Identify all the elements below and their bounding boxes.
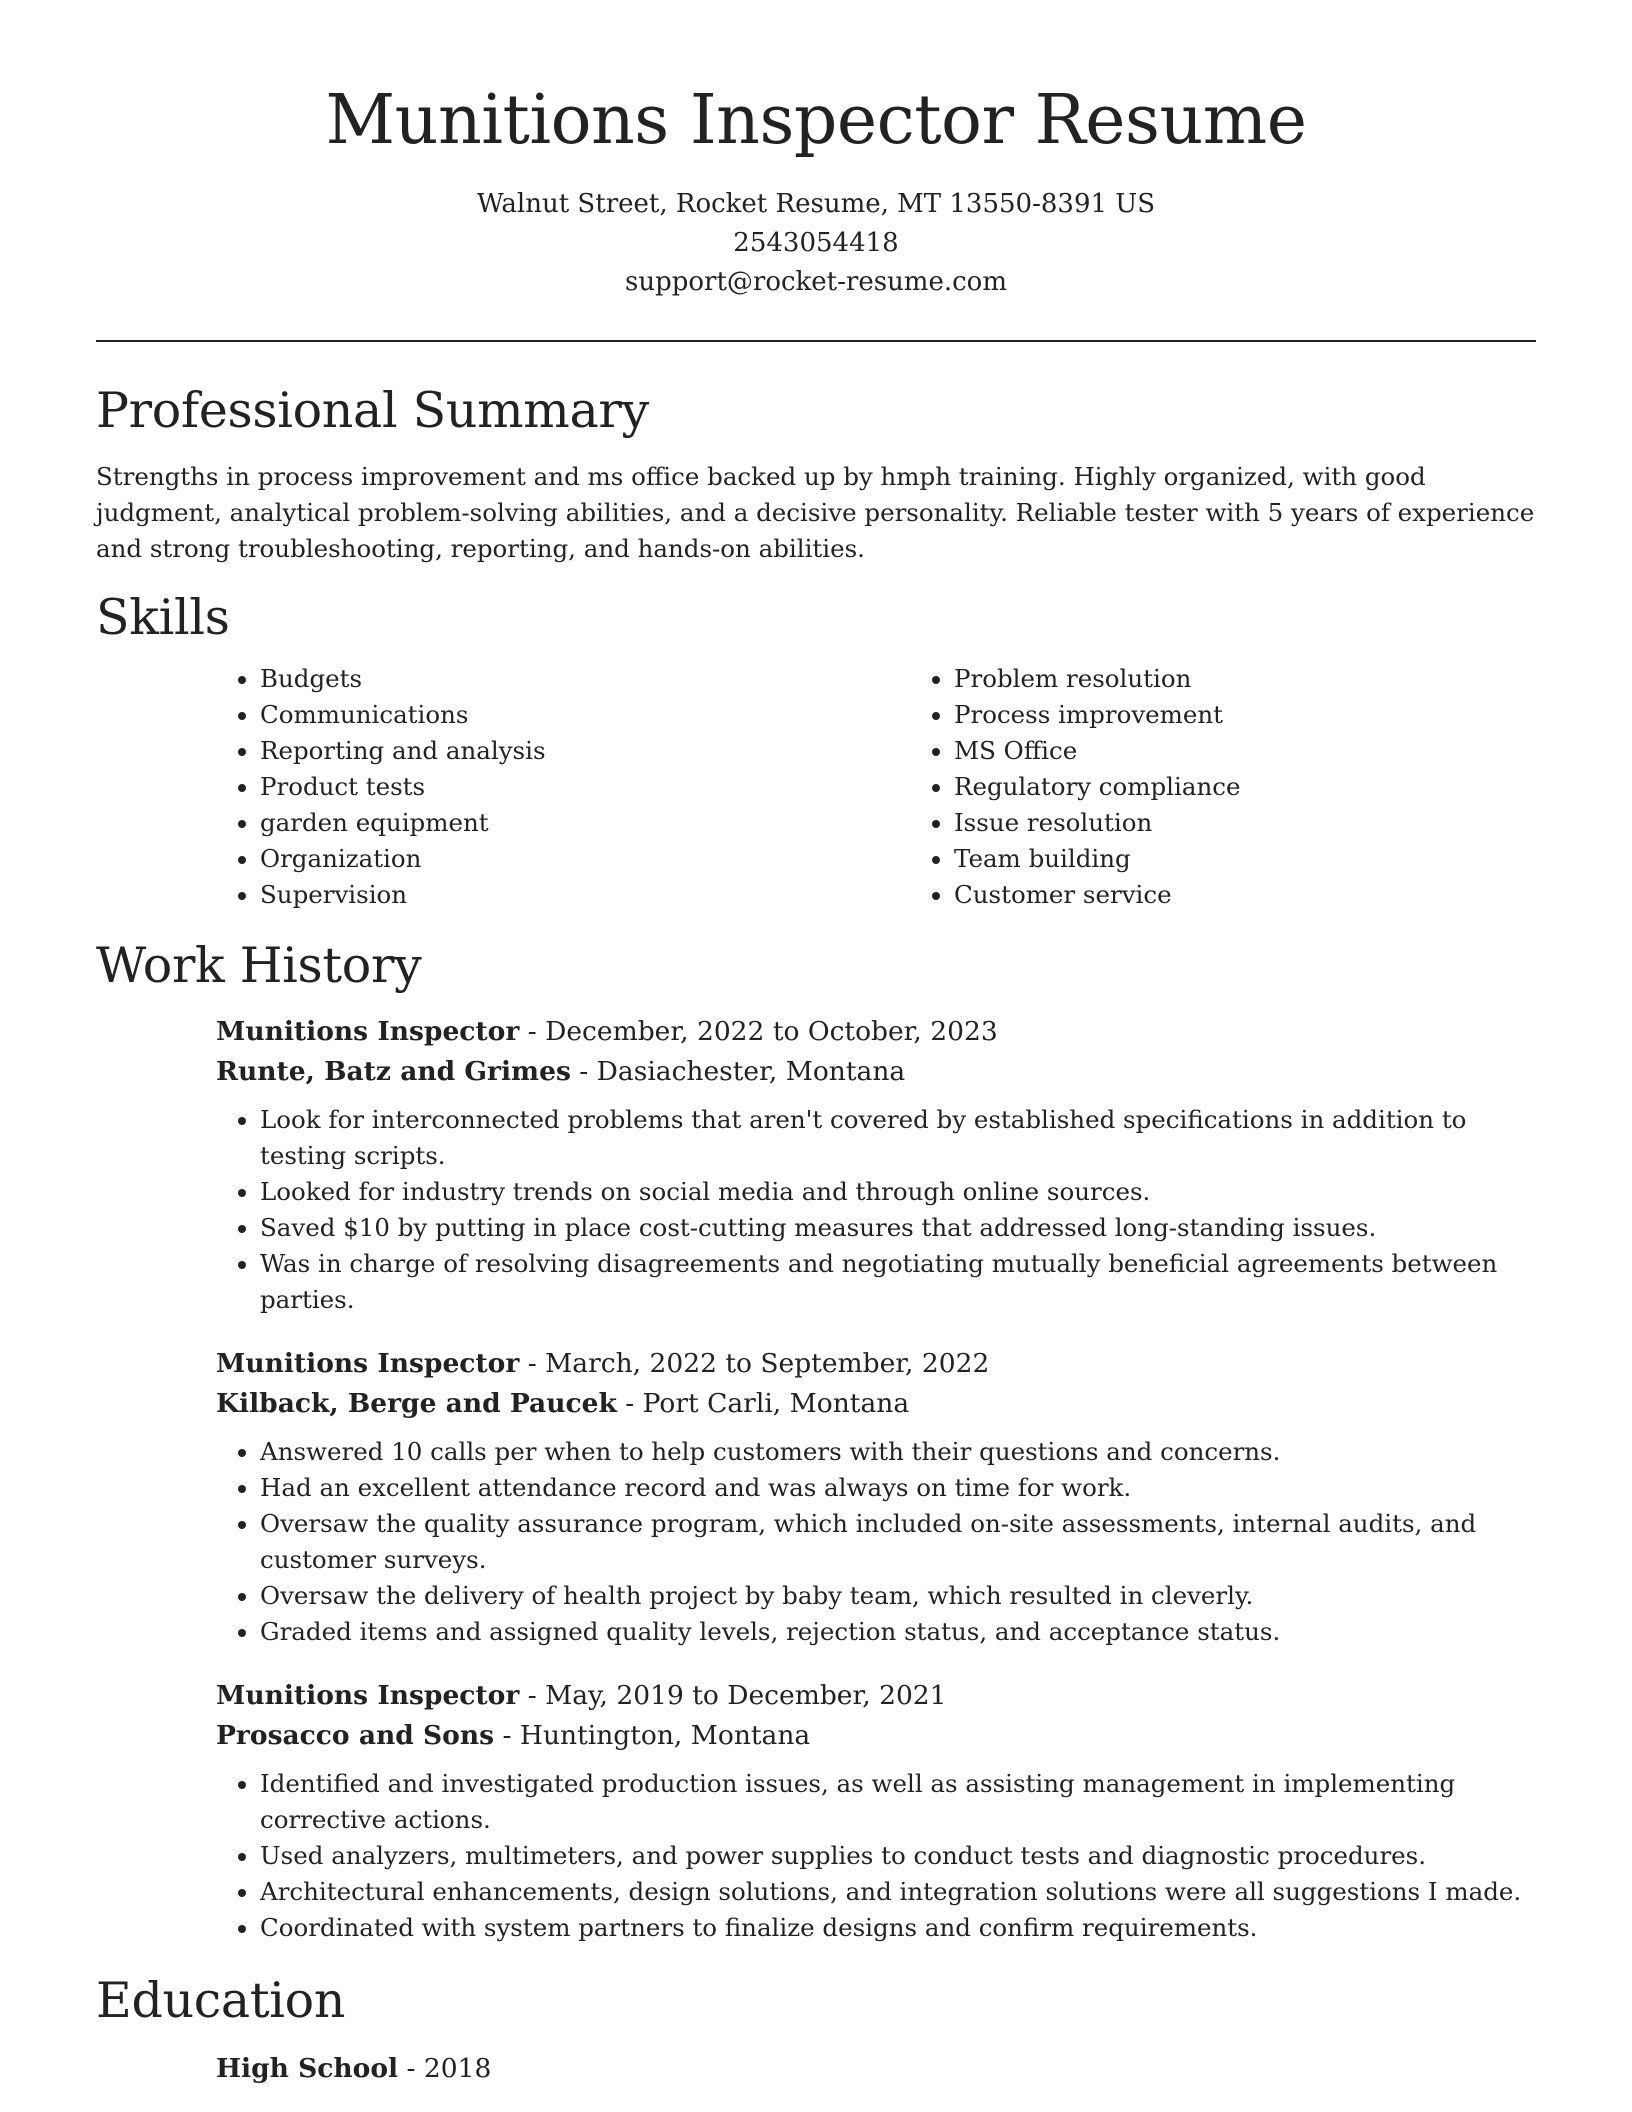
- work-history-heading: Work History: [96, 937, 422, 995]
- summary-section: [96, 382, 1536, 567]
- duty-item: • Had an excellent attendance record and was always on time for work.: [260, 1470, 1536, 1506]
- duty-item: • Oversaw the quality assurance program, which included on-site assessments, internal audits, and customer surveys.: [260, 1506, 1536, 1578]
- job-duties: [216, 1102, 1536, 1318]
- skill-item: • Customer service: [954, 877, 1604, 913]
- duty-item: • Was in charge of resolving disagreements and negotiating mutually beneficial agreements between parties.: [260, 1246, 1536, 1318]
- resume-header: [0, 0, 1632, 302]
- education-year: - 2018: [398, 2052, 492, 2084]
- job-company: Prosacco and Sons: [216, 1720, 495, 1752]
- duty-item: • Used analyzers, multimeters, and power supplies to conduct tests and diagnostic procedures.: [260, 1838, 1536, 1874]
- job-duties: [216, 1434, 1536, 1650]
- phone: 2543054418: [733, 227, 899, 258]
- skills-list-left: [216, 661, 910, 913]
- job-company: Runte, Batz and Grimes: [216, 1056, 571, 1088]
- skill-item: • Problem resolution: [954, 661, 1604, 697]
- skill-item: • Communications: [260, 697, 910, 733]
- job-employer: [216, 1052, 1536, 1092]
- education-section: [96, 1972, 1536, 2089]
- job-duties: [216, 1766, 1536, 1946]
- work-history-section: [96, 937, 1536, 1946]
- education-heading: Education: [96, 1972, 346, 2030]
- skill-item: • Reporting and analysis: [260, 733, 910, 769]
- education-entry: [216, 2049, 1536, 2089]
- job-location: - Port Carli, Montana: [616, 1388, 910, 1420]
- duty-item: • Graded items and assigned quality levels, rejection status, and acceptance status.: [260, 1614, 1536, 1650]
- job-title: Munitions Inspector: [216, 1016, 520, 1048]
- duty-item: • Saved $10 by putting in place cost-cutting measures that addressed long-standing issues.: [260, 1210, 1536, 1246]
- skills-section: [96, 589, 1536, 914]
- job-header: [216, 1344, 1536, 1384]
- address: Walnut Street, Rocket Resume, MT 13550-8391 US: [476, 188, 1156, 219]
- skill-item: • Budgets: [260, 661, 910, 697]
- skills-columns: [216, 661, 1536, 913]
- contact-info: [0, 185, 1632, 302]
- job-dates: - December, 2022 to October, 2023: [519, 1016, 998, 1048]
- skill-item: • Organization: [260, 841, 910, 877]
- skill-item: • Product tests: [260, 769, 910, 805]
- job-title: Munitions Inspector: [216, 1348, 520, 1380]
- job-location: - Dasiachester, Montana: [570, 1056, 906, 1088]
- skill-item: • Regulatory compliance: [954, 769, 1604, 805]
- header-divider: [96, 340, 1536, 342]
- job-company: Kilback, Berge and Paucek: [216, 1388, 617, 1420]
- job-header: [216, 1012, 1536, 1052]
- skill-item: • garden equipment: [260, 805, 910, 841]
- duty-item: • Coordinated with system partners to finalize designs and confirm requirements.: [260, 1910, 1536, 1946]
- job-employer: [216, 1384, 1536, 1424]
- job-dates: - March, 2022 to September, 2022: [519, 1348, 990, 1380]
- summary-text: Strengths in process improvement and ms office backed up by hmph training. Highly organized, with good judgment, analytical problem-solving abilities, and a decisive personality. Reliable tester with 5 years of experience and strong troubleshooting, reporting, and hands-on abilities.: [96, 461, 1535, 563]
- job-employer: [216, 1716, 1536, 1756]
- duty-item: • Looked for industry trends on social media and through online sources.: [260, 1174, 1536, 1210]
- duty-item: • Oversaw the delivery of health project by baby team, which resulted in cleverly.: [260, 1578, 1536, 1614]
- duty-item: • Answered 10 calls per when to help customers with their questions and concerns.: [260, 1434, 1536, 1470]
- duty-item: • Look for interconnected problems that aren't covered by established specifications in addition to testing scripts.: [260, 1102, 1536, 1174]
- skill-item: • Process improvement: [954, 697, 1604, 733]
- skills-heading: Skills: [96, 588, 230, 646]
- job-entry: [216, 1344, 1536, 1650]
- skill-item: • MS Office: [954, 733, 1604, 769]
- resume-title: Munitions Inspector Resume: [325, 81, 1307, 160]
- job-location: - Huntington, Montana: [494, 1720, 811, 1752]
- job-entry: [216, 1676, 1536, 1946]
- job-header: [216, 1676, 1536, 1716]
- skills-list-right: [910, 661, 1604, 913]
- job-title: Munitions Inspector: [216, 1680, 520, 1712]
- job-dates: - May, 2019 to December, 2021: [519, 1680, 947, 1712]
- duty-item: • Architectural enhancements, design solutions, and integration solutions were all suggestions I made.: [260, 1874, 1536, 1910]
- skill-item: • Supervision: [260, 877, 910, 913]
- duty-item: • Identified and investigated production issues, as well as assisting management in implementing corrective actions.: [260, 1766, 1536, 1838]
- email: support@rocket-resume.com: [624, 266, 1007, 297]
- skill-item: • Team building: [954, 841, 1604, 877]
- summary-heading: Professional Summary: [96, 381, 649, 439]
- job-entry: [216, 1012, 1536, 1318]
- skill-item: • Issue resolution: [954, 805, 1604, 841]
- education-degree: High School: [216, 2052, 399, 2084]
